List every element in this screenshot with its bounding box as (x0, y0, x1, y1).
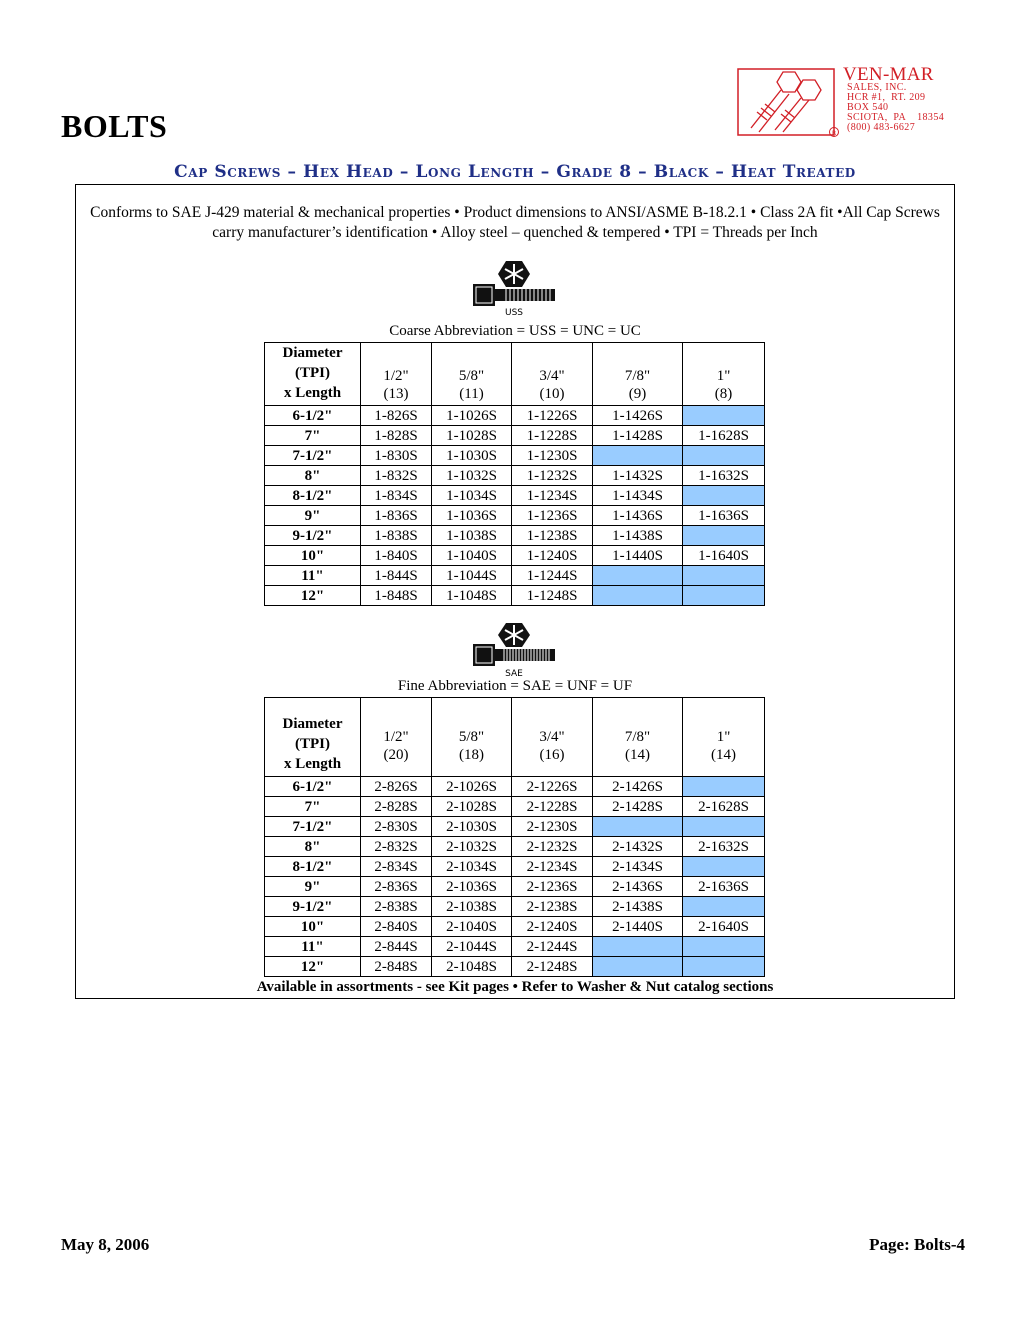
bolt-logo-icon (737, 68, 841, 140)
diameter-header: Diameter (TPI) x Length (265, 343, 361, 406)
part-number-cell: 1-826S (361, 406, 432, 426)
part-number-cell: 2-840S (361, 917, 432, 937)
logo-line: (800) 483-6627 (847, 122, 916, 133)
unavailable-cell (683, 957, 765, 977)
intro-text: Conforms to SAE J-429 material & mechanical properties • Product dimensions to ANSI/ASME B-18.2.1 • Class 2A fit •All Cap Screws carry manufacturer’s identification • Alloy steel – quenched & tempered • TPI = Threads per Inch (90, 204, 940, 241)
footer-date: May 8, 2006 (61, 1235, 150, 1254)
part-number-cell: 2-1240S (512, 917, 593, 937)
part-number-cell: 1-1438S (593, 526, 683, 546)
part-number-cell: 2-826S (361, 777, 432, 797)
length-cell: 8" (265, 466, 361, 486)
coarse-table (264, 342, 765, 606)
part-number-cell: 2-1428S (593, 797, 683, 817)
part-number-cell: 2-1432S (593, 837, 683, 857)
part-number-cell: 2-1438S (593, 897, 683, 917)
column-header: 1" (8) (683, 343, 765, 406)
length-cell: 11" (265, 937, 361, 957)
part-number-cell: 2-848S (361, 957, 432, 977)
unavailable-cell (683, 777, 765, 797)
hex-bolt-uss-icon (470, 258, 560, 316)
table-row (265, 897, 765, 917)
part-number-cell: 2-1440S (593, 917, 683, 937)
part-number-cell: 2-1628S (683, 797, 765, 817)
unavailable-cell (683, 406, 765, 426)
table-row (265, 446, 765, 466)
part-number-cell: 2-1244S (512, 937, 593, 957)
part-number-cell: 2-1032S (432, 837, 512, 857)
table-row (265, 797, 765, 817)
table-row (265, 506, 765, 526)
fine-caption: Fine Abbreviation = SAE = UNF = UF (397, 678, 633, 694)
logo-line: SCIOTA, PA 18354 (847, 112, 945, 123)
column-header: 7/8" (14) (593, 698, 683, 777)
part-number-cell: 2-838S (361, 897, 432, 917)
part-number-cell: 1-1436S (593, 506, 683, 526)
length-cell: 12" (265, 586, 361, 606)
hex-bolt-sae-icon (470, 620, 560, 680)
part-number-cell: 2-1040S (432, 917, 512, 937)
length-cell: 7" (265, 426, 361, 446)
length-cell: 10" (265, 546, 361, 566)
part-number-cell: 1-1048S (432, 586, 512, 606)
part-number-cell: 1-1030S (432, 446, 512, 466)
part-number-cell: 1-844S (361, 566, 432, 586)
length-cell: 10" (265, 917, 361, 937)
section-subtitle: Cap Screws – Hex Head – Long Length – Grade 8 – Black – Heat Treated (174, 162, 856, 182)
part-number-cell: 2-1228S (512, 797, 593, 817)
part-number-cell: 1-1230S (512, 446, 593, 466)
part-number-cell: 1-1234S (512, 486, 593, 506)
company-logo (737, 64, 967, 138)
part-number-cell: 1-1232S (512, 466, 593, 486)
part-number-cell: 1-1040S (432, 546, 512, 566)
part-number-cell: 1-1440S (593, 546, 683, 566)
part-number-cell: 1-1238S (512, 526, 593, 546)
part-number-cell: 1-1636S (683, 506, 765, 526)
length-cell: 9" (265, 877, 361, 897)
part-number-cell: 2-1026S (432, 777, 512, 797)
logo-line: SALES, INC. (847, 82, 907, 93)
part-number-cell: 1-1032S (432, 466, 512, 486)
part-number-cell: 1-1228S (512, 426, 593, 446)
part-number-cell: 2-1226S (512, 777, 593, 797)
unavailable-cell (593, 566, 683, 586)
table-row (265, 486, 765, 506)
unavailable-cell (683, 857, 765, 877)
part-number-cell: 1-1038S (432, 526, 512, 546)
diameter-header: Diameter (TPI) x Length (265, 698, 361, 777)
table-row (265, 837, 765, 857)
unavailable-cell (683, 586, 765, 606)
part-number-cell: 2-830S (361, 817, 432, 837)
part-number-cell: 2-1238S (512, 897, 593, 917)
part-number-cell: 1-1434S (593, 486, 683, 506)
part-number-cell: 1-840S (361, 546, 432, 566)
length-cell: 9-1/2" (265, 897, 361, 917)
part-number-cell: 1-1432S (593, 466, 683, 486)
table-row (265, 777, 765, 797)
length-cell: 7-1/2" (265, 817, 361, 837)
unavailable-cell (593, 586, 683, 606)
unavailable-cell (593, 957, 683, 977)
part-number-cell: 2-1434S (593, 857, 683, 877)
part-number-cell: 2-1028S (432, 797, 512, 817)
length-cell: 8-1/2" (265, 857, 361, 877)
part-number-cell: 1-1240S (512, 546, 593, 566)
part-number-cell: 2-1048S (432, 957, 512, 977)
table-row (265, 857, 765, 877)
column-header: 3/4" (16) (512, 698, 593, 777)
unavailable-cell (683, 817, 765, 837)
part-number-cell: 1-832S (361, 466, 432, 486)
part-number-cell: 2-1436S (593, 877, 683, 897)
part-number-cell: 1-828S (361, 426, 432, 446)
part-number-cell: 1-1244S (512, 566, 593, 586)
table-row (265, 406, 765, 426)
table-header-row (265, 343, 765, 406)
fine-table (264, 697, 765, 977)
length-cell: 6-1/2" (265, 777, 361, 797)
part-number-cell: 1-830S (361, 446, 432, 466)
column-header: 5/8" (11) (432, 343, 512, 406)
part-number-cell: 1-1034S (432, 486, 512, 506)
column-header: 1/2" (13) (361, 343, 432, 406)
unavailable-cell (683, 526, 765, 546)
table-row (265, 466, 765, 486)
logo-line: BOX 540 (847, 102, 889, 113)
unavailable-cell (683, 937, 765, 957)
part-number-cell: 1-1628S (683, 426, 765, 446)
table-row (265, 957, 765, 977)
length-cell: 8-1/2" (265, 486, 361, 506)
length-cell: 9-1/2" (265, 526, 361, 546)
length-cell: 11" (265, 566, 361, 586)
logo-name: VEN-MAR (843, 64, 934, 85)
part-number-cell: 2-834S (361, 857, 432, 877)
page-title: BOLTS (61, 108, 168, 144)
part-number-cell: 2-836S (361, 877, 432, 897)
column-header: 1/2" (20) (361, 698, 432, 777)
length-cell: 9" (265, 506, 361, 526)
part-number-cell: 2-1426S (593, 777, 683, 797)
part-number-cell: 1-1632S (683, 466, 765, 486)
table-row (265, 937, 765, 957)
part-number-cell: 2-1248S (512, 957, 593, 977)
part-number-cell: 2-1636S (683, 877, 765, 897)
part-number-cell: 1-1026S (432, 406, 512, 426)
unavailable-cell (683, 446, 765, 466)
length-cell: 6-1/2" (265, 406, 361, 426)
part-number-cell: 1-834S (361, 486, 432, 506)
footer-page-number: Page: Bolts-4 (869, 1235, 965, 1254)
part-number-cell: 2-832S (361, 837, 432, 857)
part-number-cell: 1-1248S (512, 586, 593, 606)
part-number-cell: 1-1640S (683, 546, 765, 566)
part-number-cell: 2-1034S (432, 857, 512, 877)
part-number-cell: 2-844S (361, 937, 432, 957)
table-row (265, 566, 765, 586)
part-number-cell: 2-1044S (432, 937, 512, 957)
part-number-cell: 1-836S (361, 506, 432, 526)
part-number-cell: 2-1234S (512, 857, 593, 877)
table-header-row (265, 698, 765, 777)
unavailable-cell (593, 817, 683, 837)
part-number-cell: 2-1232S (512, 837, 593, 857)
part-number-cell: 1-1044S (432, 566, 512, 586)
uss-icon-label: USS (504, 308, 524, 316)
column-header: 3/4" (10) (512, 343, 593, 406)
column-header: 7/8" (9) (593, 343, 683, 406)
part-number-cell: 2-1038S (432, 897, 512, 917)
svg-text:R: R (832, 130, 837, 137)
length-cell: 12" (265, 957, 361, 977)
length-cell: 7" (265, 797, 361, 817)
part-number-cell: 1-1236S (512, 506, 593, 526)
part-number-cell: 2-1036S (432, 877, 512, 897)
part-number-cell: 1-1036S (432, 506, 512, 526)
part-number-cell: 1-1226S (512, 406, 593, 426)
part-number-cell: 2-828S (361, 797, 432, 817)
part-number-cell: 1-848S (361, 586, 432, 606)
table-row (265, 546, 765, 566)
part-number-cell: 2-1632S (683, 837, 765, 857)
unavailable-cell (593, 937, 683, 957)
assortment-note: Available in assortments - see Kit pages • Refer to Washer & Nut catalog sections (256, 979, 774, 995)
unavailable-cell (683, 897, 765, 917)
length-cell: 7-1/2" (265, 446, 361, 466)
logo-line: HCR #1, RT. 209 (847, 92, 926, 103)
column-header: 5/8" (18) (432, 698, 512, 777)
part-number-cell: 1-838S (361, 526, 432, 546)
part-number-cell: 1-1426S (593, 406, 683, 426)
unavailable-cell (683, 486, 765, 506)
sae-icon-label: SAE (505, 669, 523, 679)
table-row (265, 586, 765, 606)
unavailable-cell (593, 446, 683, 466)
table-row (265, 817, 765, 837)
part-number-cell: 2-1030S (432, 817, 512, 837)
unavailable-cell (683, 566, 765, 586)
part-number-cell: 2-1230S (512, 817, 593, 837)
column-header: 1" (14) (683, 698, 765, 777)
table-row (265, 526, 765, 546)
part-number-cell: 2-1640S (683, 917, 765, 937)
coarse-caption: Coarse Abbreviation = USS = UNC = UC (389, 323, 641, 339)
length-cell: 8" (265, 837, 361, 857)
table-row (265, 426, 765, 446)
part-number-cell: 2-1236S (512, 877, 593, 897)
part-number-cell: 1-1028S (432, 426, 512, 446)
part-number-cell: 1-1428S (593, 426, 683, 446)
table-row (265, 877, 765, 897)
table-row (265, 917, 765, 937)
